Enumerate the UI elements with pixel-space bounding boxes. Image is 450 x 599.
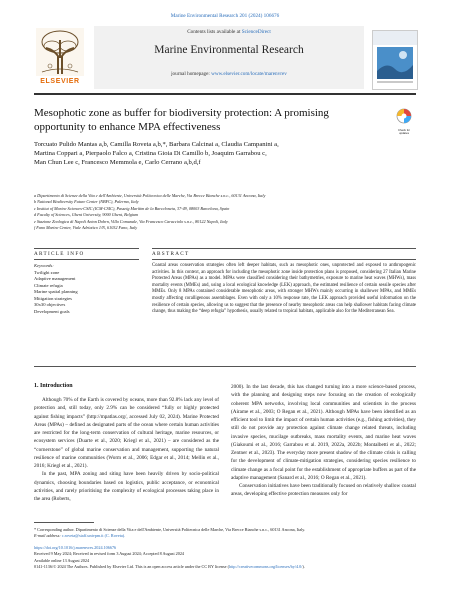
- keywords-list: [34, 263, 134, 315]
- abstract-text: Coastal areas conservation strategies often left deeper habitats, such as mesophotic ones, unprotected and exposed to anthropogenic activities. In this context, an approach for including the mesophotic zone inside protection plans is proposed, considering 27 Italian Marine Protected Areas (MPAs) as a model. MPAs were classified considering their bathymetries, exposure to marine heat waves (MHWs), mass mortality events (MMEs) and, using a local ecological knowledge (LEK) approach, the estimated resilience of certain sessile species after MMEs. Only 8 MPAs contained considerable mesophotic areas, with stronger MHWs mainly occurring in shallower MPAs, and MMEs mostly affecting coralligenous assemblages. Even with only a 10% response rate, the LEK approach provided useful information on the resilience of certain species, allowing us to suggest that the presence of nearby mesophotic areas can help shallower habitats facing climate change, thus making the “deep refugia” hypothesis, usually related to tropical habitats, applicable also for the Mediterranean Sea.: [152, 263, 416, 315]
- keyword-item: Marine spatial planning: [34, 289, 78, 294]
- footnote-rule: [34, 522, 94, 523]
- crossmark-icon: [394, 108, 414, 124]
- info-rule: [34, 248, 139, 249]
- intro-paragraph: Although 70% of the Earth is covered by oceans, more than 92.8% lack any level of protection and, still today, only 2.9% can be considered “fully or highly protected against fishing impacts” (http://mpatlas.org/, accessed July 02, 2024). Marine Protected Areas (MPAs) – defined as designated parts of the ocean where certain human activities are restricted for the long-term conservation of cultural heritage, marine resources, or ecosystem services (Duarte et al., 2020; Kriegl et al., 2021) – are considered as the “cornerstone” of global marine conservation and management, supporting the natural resilience of marine communities (Worm et al., 2006; Edgar et al., 2014; Mellin et al., 2016; Kriegl et al., 2021).: [34, 397, 219, 469]
- abstract-heading: ABSTRACT: [152, 251, 190, 257]
- elsevier-wordmark: ELSEVIER: [40, 78, 80, 85]
- title-line-2: opportunity to enhance MPA effectiveness: [34, 121, 221, 133]
- elsevier-tree-icon: [36, 28, 84, 76]
- title-line-1: Mesophotic zone as buffer for biodiversity protection: A promising: [34, 107, 329, 119]
- footnote-line: * Corresponding author. Dipartimento di Scienze della Vita e dell'Ambiente, Università Politecnica delle Marche, Via Brecce Bianche s.n.c., 60131 Ancona, Italy.: [34, 527, 306, 532]
- article-meta-footer: [34, 545, 416, 571]
- keyword-item: Mitigation strategies: [34, 295, 72, 301]
- journal-reference[interactable]: Marine Environmental Research 201 (2024) 106676: [170, 13, 280, 19]
- homepage-prefix: journal homepage:: [171, 71, 212, 77]
- abstract-rule: [152, 248, 416, 249]
- authors-line-2[interactable]: Martina Coppari a, Pierpaolo Falco a, Cristina Gioia Di Camillo b, Joaquim Garrabou c,: [34, 150, 267, 158]
- email-link[interactable]: c.roveta@staff.univpm.it (C. Roveta).: [61, 533, 126, 539]
- paper-title: [34, 106, 364, 134]
- online-date: Available online 13 August 2024: [34, 557, 90, 563]
- homepage-line: [94, 71, 364, 77]
- info-rule-2: [34, 259, 139, 260]
- crossmark-badge[interactable]: [394, 108, 414, 135]
- journal-title: Marine Environmental Research: [154, 44, 304, 56]
- authors-line-3[interactable]: Man Chun Lee c, Francesco Memmola e, Carlo Cerrano a,b,d,f: [34, 159, 201, 167]
- keyword-item: Climate refugia: [34, 282, 63, 288]
- journal-header: [34, 26, 416, 91]
- license-suffix: ).: [302, 564, 305, 570]
- intro-paragraph: In the past, MPA zoning and siting have been heavily driven by socio-political dynamics, choosing boundaries based on logistics, public acceptance, or economical activities, and rarely prioritising the complexity of ecological processes taking place in the area (Roberts,: [34, 471, 219, 502]
- journal-banner: [94, 26, 364, 89]
- homepage-link[interactable]: www.elsevier.com/locate/marenvrev: [211, 71, 287, 77]
- email-label: E-mail address:: [34, 533, 62, 539]
- section-heading-introduction: 1. Introduction: [34, 383, 73, 389]
- sciencedirect-link[interactable]: ScienceDirect: [241, 29, 271, 35]
- crossmark-line-1: Check for: [398, 128, 410, 132]
- received-dates: Received 9 May 2024; Received in revised form 3 August 2024; Accepted 8 August 2024: [34, 551, 185, 557]
- intro-paragraph: Conservation initiatives have been traditionally focused on relatively shallow coastal areas, developing effective protection measures only for: [231, 483, 416, 498]
- keyword-item: 30x30 objectives: [34, 302, 66, 307]
- authors-line-1[interactable]: Torcuato Pulido Mantas a,b, Camilla Roveta a,b,*, Barbara Calcinai a, Claudia Campanini a,: [34, 141, 279, 148]
- contents-line: [94, 29, 364, 35]
- corresponding-author-footnote: [34, 527, 416, 540]
- footnote-email-line: [34, 533, 416, 539]
- affiliation-e: e Stazione Zoologica di Napoli Anton Dohrn, Villa Comunale, Via Francesco Caracciolo s.n.c., 80122 Napoli, Italy: [34, 218, 228, 224]
- keyword-item: Adaptive management: [34, 276, 76, 281]
- abstract-rule-2: [152, 259, 416, 260]
- contents-prefix: Contents lists available at: [187, 29, 242, 35]
- keyword-item: Twilight zone: [34, 269, 60, 275]
- keywords-label: Keywords:: [34, 263, 54, 268]
- header-rule: [34, 93, 416, 95]
- affiliation-b: b National Biodiversity Future Center (NBFC), Palermo, Italy: [34, 199, 139, 205]
- body-column-right: [231, 383, 416, 499]
- keyword-item: Development goals: [34, 308, 70, 314]
- license-prefix: 0141-1136/© 2024 The Authors. Published by Elsevier Ltd. This is an open access article under the CC BY license (: [34, 564, 229, 570]
- affiliation-d: d Faculty of Sciences, Ghent University, 9000 Ghent, Belgium: [34, 212, 139, 218]
- affiliation-c: c Institut of Marine Sciences-CSIC (ICM-CSIC), Passeig Marítim de la Barceloneta, 37-49, 08003 Barcelona, Spain: [34, 205, 230, 211]
- intro-paragraph: 2000). In the last decade, this has changed turning into a more science-based process, with the planning and designing steps now focusing on the creation of ecologically coherent MPA networks, involving local communities and scientists in the process (Airame et al., 2003; O Regan et al., 2021). Although MPAs have been identified as an efficient tool to limit the impact of certain human activities (e.g., fishing activities), they still do not provide any protection against climate change related threats, including invasive species, mucilage outbreaks, mass mortality events, and marine heat waves (Giakoumi et al., 2016; Garrabou et al. 2019, 2022a, 2022b; Montalbetti et al., 2022; Zentner et al., 2023). The everyday more present shadow of the climate crisis is calling for the development of climate-mitigation strategies, considering species resilience to climate change as a focal point for the establishment of appropriate buffers as part of the adaptive management (Sanard et al., 2016; O Regan et al., 2021).: [231, 384, 416, 481]
- crossmark-line-2: updates: [399, 131, 409, 135]
- affiliation-f: f Fano Marine Center, Viale Adriatico 1/N, 61032 Fano, Italy: [34, 225, 138, 231]
- abstract-end-rule: [34, 366, 416, 367]
- journal-cover-image[interactable]: [372, 30, 418, 90]
- body-column-left: [34, 396, 219, 503]
- affiliations: [34, 193, 414, 231]
- license-line: [34, 564, 416, 570]
- license-link[interactable]: http://creativecommons.org/licenses/by/4.0/: [228, 564, 303, 570]
- cover-art: [373, 31, 417, 89]
- doi-link[interactable]: https://doi.org/10.1016/j.marenvres.2024.106676: [34, 545, 117, 550]
- article-info-heading: ARTICLE INFO: [34, 251, 85, 257]
- elsevier-logo[interactable]: [34, 26, 86, 91]
- author-list: [34, 140, 364, 168]
- affiliation-a: a Dipartimento di Scienze della Vita e dell'Ambiente, Università Politecnica delle Marche, Via Brecce Bianche s.n.c., 60131 Ancona, Italy: [34, 193, 266, 198]
